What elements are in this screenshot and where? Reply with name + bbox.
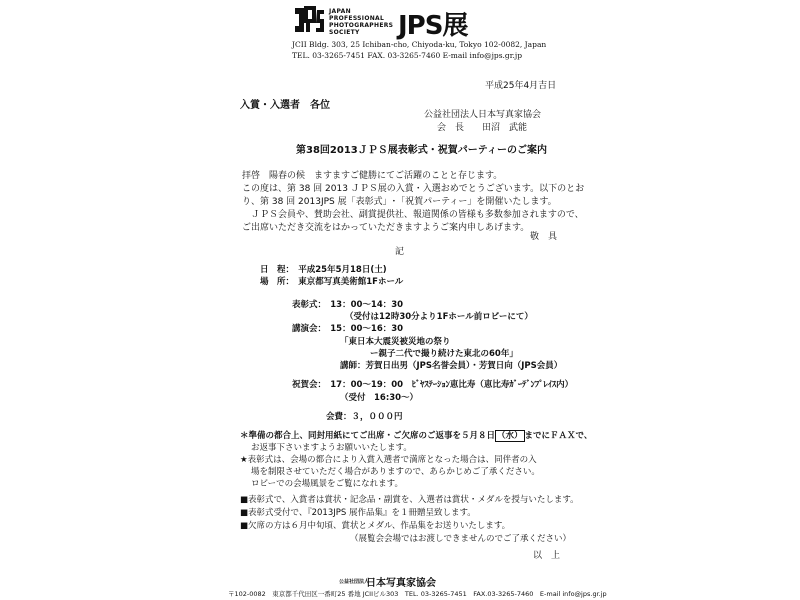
org-line-3: PHOTOGRAPHERS [329, 22, 394, 29]
ki-heading: 記 [395, 247, 405, 257]
party-note: （受付 16:30～） [340, 393, 419, 403]
recipients: 入賞・入選者 各位 [240, 100, 330, 111]
rsvp-note-part: ＊準備の都合上、同封用紙にてご出席・ご欠席のご返事を５月８日 [240, 431, 496, 441]
lecture-title-1: 「東日本大震災被災地の祭り [340, 337, 451, 347]
brand-logo: JPS展 [398, 11, 468, 41]
note-line: 場を制限させていただく場合がありますので、あらかじめご了承ください。 [251, 467, 540, 477]
letterhead-contact: TEL. 03-3265-7451 FAX. 03-3265-7460 E-mail info@jps.gr.jp [292, 51, 523, 60]
end-ijou: 以 上 [533, 551, 561, 561]
note-line: ★表彰式は、会場の都合により入賞入選者で満席となった場合は、同伴者の入 [240, 455, 537, 465]
bullet-item: ■表彰式受付で、『2013JPS 展作品集』を１冊贈呈致します。 [240, 508, 476, 518]
note-line: ロビーでの会場風景をご覧になれます。 [251, 479, 403, 489]
ceremony-time: 表彰式： 13：00～14：30 [292, 300, 404, 310]
lecture-title-2: ー親子二代で撮り続けた東北の60年」 [370, 349, 518, 359]
org-line-2: PROFESSIONAL [329, 15, 385, 22]
org-line-1: JAPAN [329, 8, 351, 15]
closing-keigu: 敬 具 [530, 232, 558, 242]
sender-title: 会 長 田沼 武能 [437, 123, 528, 133]
rsvp-note [240, 429, 592, 441]
bullet-item: ■欠席の方は６月中旬頃、賞状とメダル、作品集をお送りいたします。 [240, 521, 511, 531]
note-line: お返事下さいますようお願いいたします。 [251, 443, 412, 453]
letterhead-address: JCII Bldg. 303, 25 Ichiban-cho, Chiyoda-ku, Tokyo 102-0082, Japan [292, 40, 547, 49]
org-line-4: SOCIETY [329, 29, 360, 36]
greeting-line: り、第 38 回 2013JPS 展「表彰式」･「祝賀パーティー」を開催いたします。 [242, 197, 557, 207]
greeting-line: この度は、第 38 回 2013 ＪＰＳ展の入賞・入選おめでとうございます。以下のとお [242, 184, 585, 194]
fee: 会費：３，０００円 [326, 412, 403, 422]
rsvp-note-part: までにＦＡＸで、 [524, 431, 593, 441]
bullet-item: ■表彰式で、入賞者は賞状・記念品・副賞を、入選者は賞状・メダルを授与いたします。 [240, 495, 579, 505]
party-time: 祝賀会： 17：00～19：00 ﾋﾞﾔｽﾃｰｼｮﾝ恵比寿（恵比寿ｶﾞｰﾃﾞﾝﾌﾟﾚｲｽ内） [292, 380, 574, 390]
lecturer: 講師：芳賀日出男（JPS名誉会員）・芳賀日向（JPS会員） [340, 361, 563, 371]
weekday-box: （水） [497, 431, 523, 441]
sender-org: 公益社団法人日本写真家協会 [424, 110, 542, 120]
subject-title: 第38回2013ＪＰＳ展表彰式・祝賀パーティーのご案内 [296, 145, 547, 156]
event-date: 日 程： 平成25年5月18日(土) [260, 265, 387, 275]
footer-prefix: 公益社団法人 [339, 579, 370, 585]
footer-org-logo: 日本写真家協会 [366, 578, 436, 589]
greeting-line: ＪＰＳ会員や、賛助会社、副賞提供社、報道関係の皆様も多数参加されますので、 [242, 210, 584, 220]
letter-date: 平成25年4月吉日 [485, 81, 557, 91]
greeting-line: ご出席いただき交流をはかっていただきますようご案内申しあげます。 [242, 223, 530, 233]
footer-contact: 〒102-0082 東京都千代田区一番町25 番地 JCIIビル303 TEL. 03-3265-7451 FAX.03-3265-7460 E-mail info@jps.gr.jp [228, 590, 607, 598]
lecture-time: 講演会： 15：00～16：30 [292, 324, 404, 334]
greeting-line: 拝啓 陽春の候 ますますご健勝にてご活躍のことと存じます。 [242, 171, 503, 181]
event-place: 場 所： 東京都写真美術館1Fホール [260, 277, 404, 287]
bullet-item: （展覧会会場ではお渡しできませんのでご了承ください） [350, 534, 572, 544]
ceremony-note: （受付は12時30分より1Fホール前ロビーにて） [345, 312, 533, 322]
jps-logo-icon [295, 6, 325, 36]
